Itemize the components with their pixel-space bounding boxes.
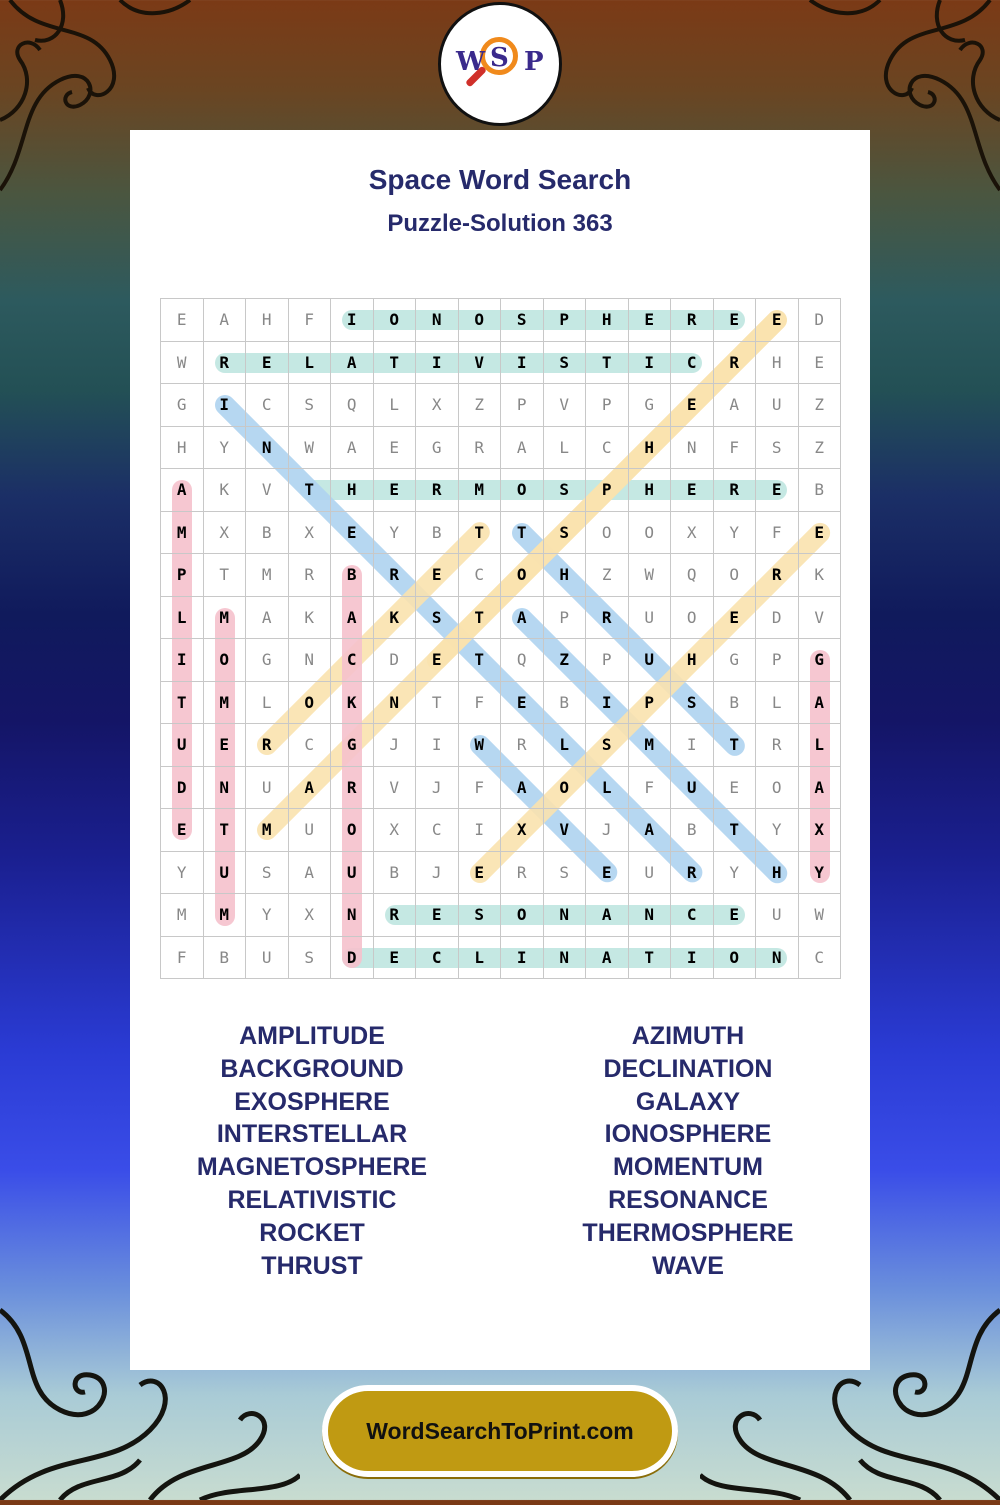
grid-cell[interactable]: C: [246, 384, 289, 427]
grid-cell[interactable]: B: [544, 682, 587, 725]
grid-cell[interactable]: M: [161, 512, 204, 555]
grid-cell[interactable]: E: [416, 554, 459, 597]
grid-cell[interactable]: G: [331, 724, 374, 767]
grid-cell[interactable]: V: [374, 767, 417, 810]
word-list-item: INTERSTELLAR: [216, 1120, 408, 1149]
grid-cell[interactable]: A: [331, 342, 374, 385]
grid-cell[interactable]: N: [246, 427, 289, 470]
grid-cell[interactable]: P: [544, 597, 587, 640]
grid-cell[interactable]: B: [416, 512, 459, 555]
grid-cell[interactable]: H: [586, 299, 629, 342]
footer-site-name: WordSearchToPrint.com: [366, 1417, 634, 1444]
grid-cell[interactable]: E: [671, 469, 714, 512]
logo-letter-s: S: [490, 43, 509, 73]
word-list-item: THRUST: [261, 1251, 363, 1280]
grid-cell[interactable]: U: [161, 724, 204, 767]
grid-cell[interactable]: B: [714, 682, 757, 725]
grid-cell[interactable]: W: [629, 554, 672, 597]
grid-cell[interactable]: I: [671, 724, 714, 767]
grid-cell[interactable]: Q: [671, 554, 714, 597]
grid-cell[interactable]: P: [544, 299, 587, 342]
grid-cell[interactable]: I: [161, 639, 204, 682]
grid-cell[interactable]: N: [416, 299, 459, 342]
word-list-item: BACKGROUND: [220, 1054, 404, 1083]
grid-cell[interactable]: U: [331, 852, 374, 895]
grid-cell[interactable]: E: [799, 512, 842, 555]
grid-cell[interactable]: G: [629, 384, 672, 427]
grid-cell[interactable]: E: [714, 894, 757, 937]
grid-cell[interactable]: R: [714, 342, 757, 385]
grid-cell[interactable]: N: [331, 894, 374, 937]
grid-cell[interactable]: E: [416, 639, 459, 682]
grid-cell[interactable]: O: [671, 597, 714, 640]
grid-cell[interactable]: C: [289, 724, 332, 767]
grid-cell[interactable]: X: [289, 512, 332, 555]
grid-cell[interactable]: I: [204, 384, 247, 427]
word-list-item: GALAXY: [635, 1087, 741, 1116]
grid-cell[interactable]: N: [756, 937, 799, 980]
grid-cell[interactable]: X: [289, 894, 332, 937]
grid-cell[interactable]: K: [331, 682, 374, 725]
page-title: Space Word Search: [368, 164, 632, 195]
grid-cell[interactable]: A: [714, 384, 757, 427]
grid-cell[interactable]: A: [799, 767, 842, 810]
grid-cell[interactable]: I: [416, 342, 459, 385]
word-list-item: WAVE: [652, 1251, 724, 1280]
grid-cell[interactable]: R: [374, 894, 417, 937]
grid-cell[interactable]: B: [671, 809, 714, 852]
grid-cell[interactable]: C: [671, 342, 714, 385]
grid-cell[interactable]: A: [331, 597, 374, 640]
grid-cell[interactable]: O: [501, 894, 544, 937]
grid-cell[interactable]: S: [246, 852, 289, 895]
grid-cell[interactable]: D: [331, 937, 374, 980]
grid-cell[interactable]: I: [671, 937, 714, 980]
grid-cell[interactable]: H: [246, 299, 289, 342]
grid-cell[interactable]: H: [161, 427, 204, 470]
grid-cell[interactable]: S: [756, 427, 799, 470]
grid-cell[interactable]: U: [246, 937, 289, 980]
grid-cell[interactable]: G: [161, 384, 204, 427]
grid-cell[interactable]: M: [459, 469, 502, 512]
grid-cell[interactable]: H: [544, 554, 587, 597]
grid-cell[interactable]: U: [246, 767, 289, 810]
grid-cell[interactable]: D: [799, 299, 842, 342]
grid-cell[interactable]: O: [501, 554, 544, 597]
grid-cell[interactable]: M: [204, 597, 247, 640]
grid-cell[interactable]: A: [586, 894, 629, 937]
grid-cell[interactable]: I: [501, 937, 544, 980]
grid-cell[interactable]: X: [671, 512, 714, 555]
grid-cell[interactable]: K: [799, 554, 842, 597]
grid-cell[interactable]: T: [204, 554, 247, 597]
grid-cell[interactable]: S: [416, 597, 459, 640]
grid-cell[interactable]: E: [799, 342, 842, 385]
grid-cell[interactable]: O: [331, 809, 374, 852]
grid-cell[interactable]: N: [204, 767, 247, 810]
grid-cell[interactable]: E: [161, 299, 204, 342]
grid-cell[interactable]: E: [714, 597, 757, 640]
grid-cell[interactable]: C: [459, 554, 502, 597]
grid-cell[interactable]: Y: [161, 852, 204, 895]
grid-cell[interactable]: E: [204, 724, 247, 767]
grid-cell[interactable]: T: [459, 597, 502, 640]
grid-cell[interactable]: D: [756, 597, 799, 640]
grid-cell[interactable]: K: [289, 597, 332, 640]
grid-cell[interactable]: R: [204, 342, 247, 385]
grid-cell[interactable]: O: [374, 299, 417, 342]
grid-cell[interactable]: A: [204, 299, 247, 342]
grid-cell[interactable]: X: [416, 384, 459, 427]
logo-letter-w: W: [456, 47, 486, 77]
grid-cell[interactable]: R: [331, 767, 374, 810]
grid-cell[interactable]: U: [629, 639, 672, 682]
grid-cell[interactable]: O: [714, 937, 757, 980]
grid-cell[interactable]: V: [459, 342, 502, 385]
grid-cell[interactable]: B: [374, 852, 417, 895]
grid-cell[interactable]: A: [246, 597, 289, 640]
grid-cell[interactable]: M: [161, 894, 204, 937]
grid-cell[interactable]: R: [586, 597, 629, 640]
grid-cell[interactable]: V: [246, 469, 289, 512]
grid-cell[interactable]: G: [246, 639, 289, 682]
grid-cell[interactable]: Y: [756, 809, 799, 852]
grid-cell[interactable]: L: [374, 384, 417, 427]
grid-cell[interactable]: H: [671, 639, 714, 682]
grid-cell[interactable]: R: [671, 299, 714, 342]
grid-cell[interactable]: P: [586, 639, 629, 682]
word-list-item: ROCKET: [259, 1218, 365, 1247]
grid-cell[interactable]: N: [629, 894, 672, 937]
grid-cell[interactable]: U: [629, 597, 672, 640]
grid-cell[interactable]: R: [756, 554, 799, 597]
word-search-grid: [160, 298, 841, 979]
grid-cell[interactable]: S: [544, 852, 587, 895]
grid-cell[interactable]: Y: [204, 427, 247, 470]
grid-cell[interactable]: F: [756, 512, 799, 555]
grid-cell[interactable]: W: [289, 427, 332, 470]
grid-cell[interactable]: O: [501, 469, 544, 512]
grid-cell[interactable]: F: [459, 767, 502, 810]
grid-cell[interactable]: O: [289, 682, 332, 725]
grid-cell[interactable]: S: [501, 299, 544, 342]
grid-cell[interactable]: Z: [459, 384, 502, 427]
grid-cell[interactable]: E: [586, 852, 629, 895]
grid-cell[interactable]: A: [629, 809, 672, 852]
grid-cell[interactable]: Y: [799, 852, 842, 895]
grid-cell[interactable]: L: [161, 597, 204, 640]
grid-cell[interactable]: A: [799, 682, 842, 725]
grid-cell[interactable]: U: [756, 384, 799, 427]
grid-cell[interactable]: R: [374, 554, 417, 597]
word-list-right: [503, 1020, 873, 1282]
grid-cell[interactable]: S: [459, 894, 502, 937]
grid-cell[interactable]: A: [501, 597, 544, 640]
grid-cell[interactable]: T: [714, 809, 757, 852]
grid-cell[interactable]: Y: [374, 512, 417, 555]
grid-cell[interactable]: H: [756, 342, 799, 385]
grid-cell[interactable]: T: [416, 682, 459, 725]
grid-cell[interactable]: B: [204, 937, 247, 980]
word-list-item: IONOSPHERE: [604, 1120, 772, 1149]
grid-cell[interactable]: L: [246, 682, 289, 725]
grid-cell[interactable]: S: [289, 384, 332, 427]
grid-cell[interactable]: E: [331, 512, 374, 555]
grid-cell[interactable]: V: [544, 384, 587, 427]
grid-cell[interactable]: T: [501, 512, 544, 555]
grid-cell[interactable]: C: [586, 427, 629, 470]
grid-cell[interactable]: C: [331, 639, 374, 682]
grid-cell[interactable]: Y: [714, 852, 757, 895]
grid-cell[interactable]: O: [544, 767, 587, 810]
grid-cell[interactable]: F: [289, 299, 332, 342]
grid-cell[interactable]: A: [289, 767, 332, 810]
grid-cell[interactable]: A: [331, 427, 374, 470]
grid-cell[interactable]: R: [714, 469, 757, 512]
grid-cell[interactable]: A: [161, 469, 204, 512]
grid-cell[interactable]: R: [501, 852, 544, 895]
word-list-item: RESONANCE: [608, 1185, 768, 1214]
grid-cell[interactable]: K: [204, 469, 247, 512]
grid-cell[interactable]: T: [459, 639, 502, 682]
grid-cell[interactable]: Q: [331, 384, 374, 427]
grid-cell[interactable]: E: [161, 809, 204, 852]
grid-cell[interactable]: K: [374, 597, 417, 640]
grid-cell[interactable]: H: [756, 852, 799, 895]
grid-cell[interactable]: O: [204, 639, 247, 682]
grid-cell[interactable]: G: [416, 427, 459, 470]
grid-cell[interactable]: Z: [799, 427, 842, 470]
grid-cell[interactable]: T: [161, 682, 204, 725]
grid-cell[interactable]: O: [714, 554, 757, 597]
grid-cell[interactable]: B: [331, 554, 374, 597]
word-list-item: DECLINATION: [603, 1054, 773, 1083]
grid-cell[interactable]: Q: [501, 639, 544, 682]
grid-cell[interactable]: T: [374, 342, 417, 385]
grid-cell[interactable]: R: [501, 724, 544, 767]
grid-cell[interactable]: P: [586, 384, 629, 427]
grid-cell[interactable]: E: [714, 767, 757, 810]
grid-cell[interactable]: U: [204, 852, 247, 895]
grid-cell[interactable]: W: [161, 342, 204, 385]
grid-cell[interactable]: S: [544, 469, 587, 512]
grid-cell[interactable]: E: [374, 469, 417, 512]
grid-cell[interactable]: E: [501, 682, 544, 725]
puzzle-card: [130, 130, 870, 1370]
grid-cell[interactable]: F: [714, 427, 757, 470]
grid-cell[interactable]: E: [714, 299, 757, 342]
grid-cell[interactable]: N: [544, 894, 587, 937]
grid-cell[interactable]: U: [756, 894, 799, 937]
grid-cell[interactable]: I: [586, 682, 629, 725]
grid-cell[interactable]: U: [629, 852, 672, 895]
grid-cell[interactable]: I: [459, 809, 502, 852]
grid-cell[interactable]: L: [544, 427, 587, 470]
grid-cell[interactable]: F: [459, 682, 502, 725]
grid-cell[interactable]: H: [331, 469, 374, 512]
grid-cell[interactable]: E: [756, 469, 799, 512]
word-list-item: RELATIVISTIC: [227, 1185, 397, 1214]
grid-cell[interactable]: R: [459, 427, 502, 470]
grid-cell[interactable]: Z: [799, 384, 842, 427]
grid-cell[interactable]: E: [756, 299, 799, 342]
grid-cell[interactable]: T: [714, 724, 757, 767]
grid-cell[interactable]: P: [629, 682, 672, 725]
grid-cell[interactable]: L: [544, 724, 587, 767]
grid-cell[interactable]: O: [459, 299, 502, 342]
grid-cell[interactable]: A: [501, 767, 544, 810]
grid-cell[interactable]: R: [246, 724, 289, 767]
grid-cell[interactable]: P: [586, 469, 629, 512]
grid-cell[interactable]: E: [374, 937, 417, 980]
grid-cell[interactable]: V: [799, 597, 842, 640]
grid-cell[interactable]: F: [629, 767, 672, 810]
grid-cell[interactable]: L: [289, 342, 332, 385]
grid-cell[interactable]: W: [459, 724, 502, 767]
grid-cell[interactable]: T: [586, 342, 629, 385]
grid-cell[interactable]: U: [671, 767, 714, 810]
grid-cell[interactable]: C: [799, 937, 842, 980]
grid-cell[interactable]: M: [204, 682, 247, 725]
grid-cell[interactable]: Y: [246, 894, 289, 937]
grid-cell[interactable]: I: [416, 724, 459, 767]
grid-cell[interactable]: I: [331, 299, 374, 342]
word-list-item: MOMENTUM: [613, 1153, 763, 1182]
grid-cell[interactable]: R: [289, 554, 332, 597]
grid-cell[interactable]: J: [586, 809, 629, 852]
grid-cell[interactable]: J: [416, 767, 459, 810]
grid-cell[interactable]: M: [204, 894, 247, 937]
grid-cell[interactable]: V: [544, 809, 587, 852]
grid-cell[interactable]: D: [161, 767, 204, 810]
grid-cell[interactable]: X: [374, 809, 417, 852]
grid-cell[interactable]: G: [799, 639, 842, 682]
grid-cell[interactable]: N: [544, 937, 587, 980]
grid-cell[interactable]: T: [459, 512, 502, 555]
grid-cell[interactable]: J: [374, 724, 417, 767]
grid-cell[interactable]: R: [756, 724, 799, 767]
grid-cell[interactable]: D: [374, 639, 417, 682]
grid-cell[interactable]: O: [586, 512, 629, 555]
grid-cell[interactable]: L: [586, 767, 629, 810]
grid-cell[interactable]: O: [629, 512, 672, 555]
grid-cell[interactable]: L: [799, 724, 842, 767]
word-list-item: EXOSPHERE: [234, 1087, 390, 1116]
grid-cell[interactable]: N: [374, 682, 417, 725]
grid-cell[interactable]: G: [714, 639, 757, 682]
grid-cell[interactable]: T: [204, 809, 247, 852]
word-list-left: [127, 1020, 497, 1282]
grid-cell[interactable]: T: [629, 937, 672, 980]
logo-letter-p: P: [524, 47, 544, 77]
grid-cell[interactable]: M: [246, 554, 289, 597]
grid-cell[interactable]: L: [459, 937, 502, 980]
grid-cell[interactable]: M: [246, 809, 289, 852]
grid-cell[interactable]: H: [629, 427, 672, 470]
page-subtitle: Puzzle-Solution 363: [387, 210, 613, 237]
grid-cell[interactable]: S: [544, 342, 587, 385]
grid-cell[interactable]: C: [416, 937, 459, 980]
grid-cell[interactable]: E: [416, 894, 459, 937]
grid-cell[interactable]: N: [671, 427, 714, 470]
grid-cell[interactable]: X: [799, 809, 842, 852]
grid-cell[interactable]: H: [629, 469, 672, 512]
grid-cell[interactable]: P: [161, 554, 204, 597]
grid-cell[interactable]: B: [799, 469, 842, 512]
grid-cell[interactable]: Y: [714, 512, 757, 555]
grid-cell[interactable]: Z: [586, 554, 629, 597]
grid-cell[interactable]: X: [204, 512, 247, 555]
word-list-item: THERMOSPHERE: [582, 1218, 794, 1247]
grid-cell[interactable]: L: [756, 682, 799, 725]
grid-cell[interactable]: S: [544, 512, 587, 555]
grid-cell[interactable]: J: [416, 852, 459, 895]
grid-cell[interactable]: O: [756, 767, 799, 810]
grid-cell[interactable]: B: [246, 512, 289, 555]
word-list-item: AMPLITUDE: [239, 1022, 385, 1050]
grid-cell[interactable]: P: [501, 384, 544, 427]
grid-cell[interactable]: Z: [544, 639, 587, 682]
grid-cell[interactable]: S: [289, 937, 332, 980]
grid-cell[interactable]: I: [629, 342, 672, 385]
site-logo[interactable]: [438, 2, 562, 126]
grid-cell[interactable]: U: [289, 809, 332, 852]
grid-cell[interactable]: C: [416, 809, 459, 852]
grid-cell[interactable]: P: [756, 639, 799, 682]
grid-cell[interactable]: S: [586, 724, 629, 767]
grid-cell[interactable]: F: [161, 937, 204, 980]
grid-cell[interactable]: C: [671, 894, 714, 937]
grid-cell[interactable]: E: [246, 342, 289, 385]
grid-cell[interactable]: E: [629, 299, 672, 342]
grid-cell[interactable]: A: [289, 852, 332, 895]
grid-cell[interactable]: X: [501, 809, 544, 852]
grid-cell[interactable]: A: [501, 427, 544, 470]
word-list-item: MAGNETOSPHERE: [196, 1153, 428, 1182]
grid-cell[interactable]: W: [799, 894, 842, 937]
grid-cell[interactable]: M: [629, 724, 672, 767]
word-list-item: AZIMUTH: [631, 1022, 745, 1050]
grid-cell[interactable]: E: [459, 852, 502, 895]
grid-cell[interactable]: I: [501, 342, 544, 385]
grid-cell[interactable]: E: [374, 427, 417, 470]
grid-cell[interactable]: R: [671, 852, 714, 895]
grid-cell[interactable]: R: [416, 469, 459, 512]
grid-cell[interactable]: A: [586, 937, 629, 980]
site-footer-button[interactable]: [322, 1385, 678, 1477]
grid-cell[interactable]: N: [289, 639, 332, 682]
grid-cell[interactable]: E: [671, 384, 714, 427]
grid-cell[interactable]: S: [671, 682, 714, 725]
grid-cell[interactable]: T: [289, 469, 332, 512]
